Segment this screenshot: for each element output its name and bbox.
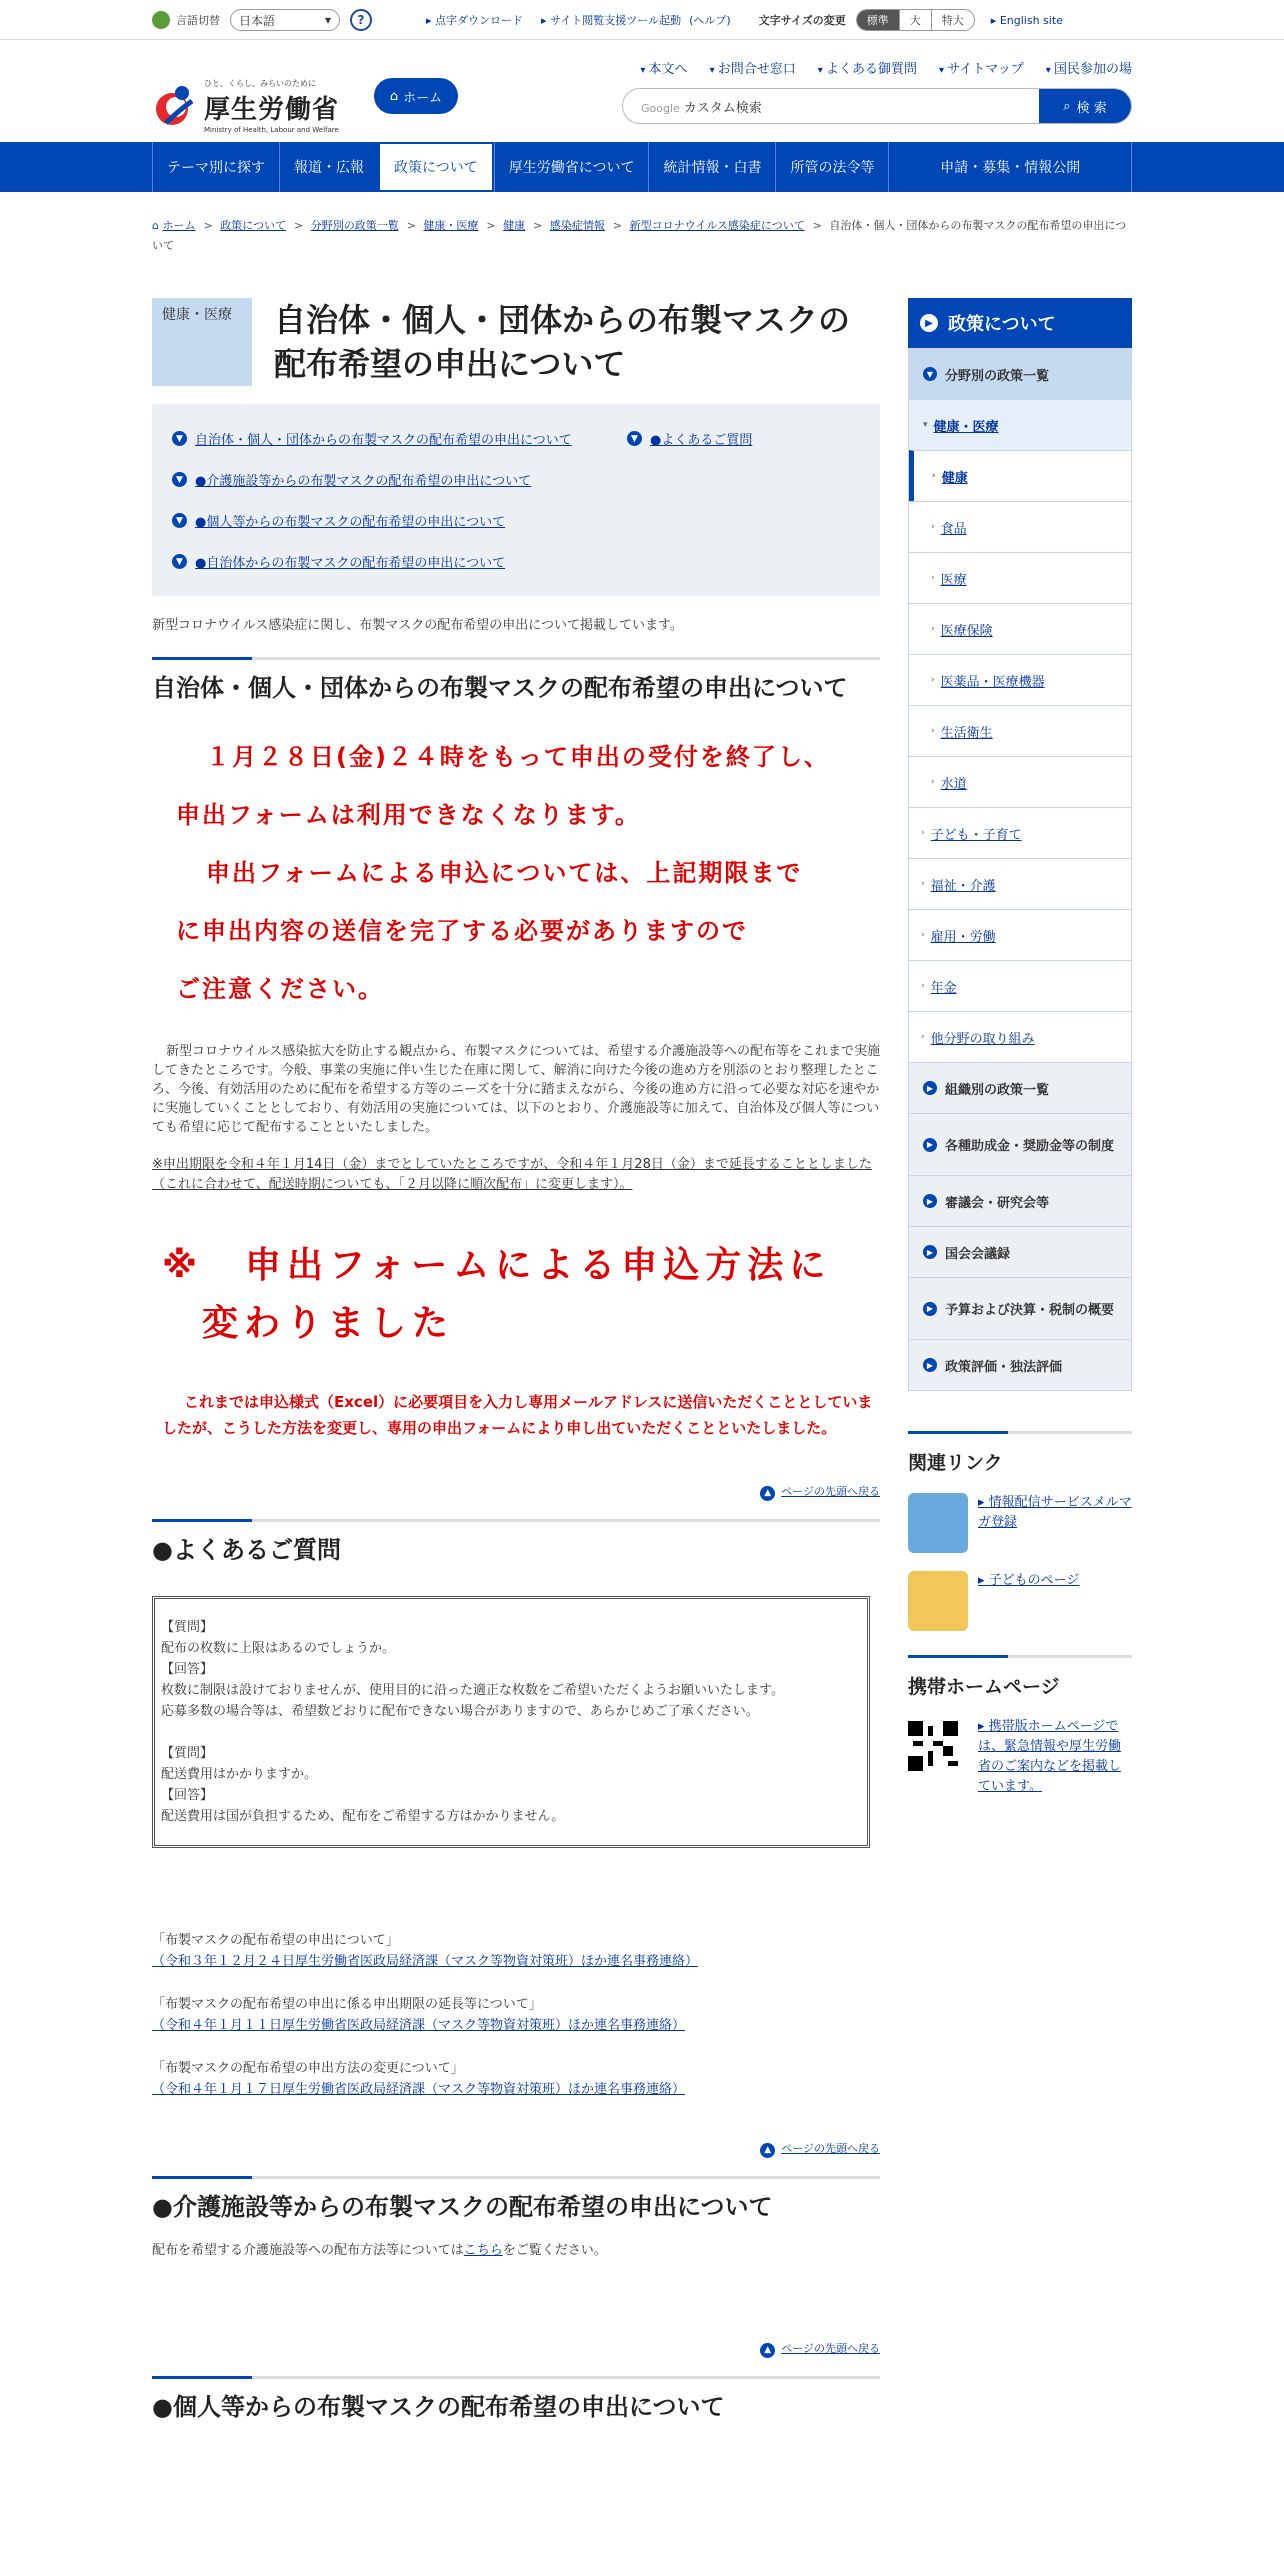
chevron-right-icon: ▶: [923, 1302, 937, 1316]
chevron-up-icon: ▲: [760, 1486, 775, 1501]
help-icon[interactable]: ?: [350, 9, 372, 31]
section-heading: ●よくあるご質問: [152, 1519, 880, 1566]
sidebar-item[interactable]: › 生活衛生: [909, 705, 1131, 756]
gnav-theme[interactable]: テーマ別に探す: [152, 142, 279, 192]
mail-magazine-icon[interactable]: [908, 1493, 968, 1553]
header-nav-item[interactable]: ▾ 本文へ: [640, 58, 687, 77]
breadcrumb-link[interactable]: 健康・医療: [423, 219, 479, 232]
intro-text: 新型コロナウイルス感染症に関し、布製マスクの配布希望の申出について掲載しています。: [152, 618, 683, 633]
related-link[interactable]: ▸ 情報配信サービスメルマガ登録: [978, 1493, 1132, 1553]
main-content: [152, 298, 880, 2423]
header-nav-item[interactable]: ▾ 国民参加の場: [1046, 58, 1132, 77]
search-input[interactable]: Google カスタム検索: [641, 100, 762, 116]
chevron-right-icon: ▶: [920, 314, 938, 332]
chevron-down-icon: ▼: [923, 367, 937, 381]
chevron-right-icon: ▶: [923, 1194, 937, 1208]
section-heading: ●介護施設等からの布製マスクの配布希望の申出について: [152, 2176, 880, 2223]
method-change-text: これまでは申込様式（Excel）に必要項目を入力し専用メールアドレスに送信いただくこととしていましたが、こうした方法を変更し、専用の申出フォームにより申し出ていただくことといたしました。: [162, 1393, 873, 1437]
notice-link[interactable]: （令和３年１２月２４日厚生労働省医政局経済課（マスク等物資対策班）ほか連名事務連絡）: [152, 1954, 699, 1969]
fontsize-standard-button[interactable]: 標準: [857, 10, 899, 30]
back-to-top-link[interactable]: ページの先頭へ戻る: [781, 1485, 880, 1498]
toc-link[interactable]: ●個人等からの布製マスクの配布希望の申出について: [195, 515, 506, 530]
page-toc: [152, 404, 880, 596]
chevron-right-icon: ▶: [923, 1138, 937, 1152]
section-heading: ●個人等からの布製マスクの配布希望の申出について: [152, 2376, 880, 2423]
sidebar-item[interactable]: › 年金: [909, 960, 1131, 1011]
chevron-right-icon: ▶: [923, 1358, 937, 1372]
header-nav-item[interactable]: ▾ サイトマップ: [939, 58, 1024, 77]
toc-link[interactable]: ●自治体からの布製マスクの配布希望の申出について: [195, 556, 506, 571]
sidebar-item[interactable]: › 医療保険: [909, 603, 1131, 654]
breadcrumb-link[interactable]: 政策について: [220, 219, 286, 232]
sidebar-header[interactable]: ▶ 政策について: [908, 298, 1132, 348]
sidebar-item[interactable]: › 雇用・労働: [909, 909, 1131, 960]
header-nav-item[interactable]: ▾ お問合せ窓口: [710, 58, 796, 77]
mobile-homepage-title: 携帯ホームページ: [908, 1676, 1060, 1698]
sidebar-item[interactable]: › 子ども・子育て: [909, 807, 1131, 858]
chevron-right-icon: ›: [921, 981, 925, 991]
back-to-top-link[interactable]: ページの先頭へ戻る: [781, 2142, 880, 2155]
sidebar-item[interactable]: › 医薬品・医療機器: [909, 654, 1131, 705]
qr-code-icon: [908, 1721, 958, 1771]
chevron-up-icon: ▲: [760, 2143, 775, 2158]
chevron-right-icon: ›: [932, 471, 936, 481]
section-heading: 自治体・個人・団体からの布製マスクの配布希望の申出について: [152, 657, 880, 704]
breadcrumb-link[interactable]: 健康: [503, 219, 526, 232]
category-badge: 健康・医療: [152, 298, 252, 386]
kaigo-text: 配布を希望する介護施設等への配布方法等についてはこちらをご覧ください。: [152, 2243, 607, 2258]
page-title: 自治体・個人・団体からの布製マスクの配布希望の申出について: [274, 301, 851, 383]
chevron-right-icon: ›: [931, 726, 935, 736]
back-to-top: [152, 2140, 880, 2158]
chevron-right-icon: ›: [931, 675, 935, 685]
english-site-link[interactable]: ▸ English site: [991, 14, 1063, 27]
chevron-right-icon: ›: [921, 879, 925, 889]
search-box: [622, 88, 1132, 124]
logo-name: 厚生労働省: [204, 95, 340, 125]
sidebar-item[interactable]: › 福祉・介護: [909, 858, 1131, 909]
faq-box: 【質問】 配布の枚数に上限はあるのでしょうか。 【回答】 枚数に制限は設けておりませんが、使用目的に沿った適正な枚数をご希望いただくようお願いいたします。 応募多数の場合等は、希望数どおりに配布できない場合がありますので、あらかじめご了承ください。 【質問】 配送費用はかかりますか。 【回答】 配送費用は国が負担するため、配布をご希望する方はかかりません。: [152, 1596, 870, 1848]
sidebar-item-current[interactable]: › 健康: [909, 450, 1131, 501]
sidebar-group[interactable]: ▶ 各種助成金・奨励金等の制度: [909, 1113, 1131, 1175]
header-nav: [618, 58, 1132, 77]
related-notices: 「布製マスクの配布希望の申出について」 （令和３年１２月２４日厚生労働省医政局経済課（マスク等物資対策班）ほか連名事務連絡） 「布製マスクの配布希望の申出に係る申出期限の延長等について」 （令和４年１月１１日厚生労働省医政局経済課（マスク等物資対策班）ほか連名事務連絡） 「布製マスクの配布希望の申出方法の変更について」 （令和４年１月１７日厚生労働省医政局経済課（マスク等物資対策班）ほか連名事務連絡）: [152, 1933, 699, 2097]
chevron-down-icon: ▼: [627, 431, 642, 446]
chevron-right-icon: ›: [931, 573, 935, 583]
chevron-down-icon: ▼: [172, 554, 187, 569]
sidebar-list: [908, 348, 1132, 1391]
chevron-right-icon: ›: [921, 828, 925, 838]
method-change-heading: ※ 申出フォームによる申込方法に 変わりました: [162, 1245, 832, 1344]
global-nav: [0, 142, 1284, 192]
fontsize-xlarge-button[interactable]: 特大: [931, 10, 974, 30]
body-text: 新型コロナウイルス感染拡大を防止する観点から、布製マスクについては、希望する介護施設等への配布等をこれまで実施してきたところです。今般、事業の実施に伴い生じた在庫に関して、解消に向けた今後の進め方を別添のとおり整理したところ、今後、有効活用のために配布を希望する方等のニーズを十分に踏まえながら、今後の進め方に沿って必要な対応を速やかに実施していくこととしており、有効活用の実施については、以下のとおり、介護施設等に加えて、自治体及び個人等についても希望に応じて配布することといたしました。: [152, 1044, 880, 1135]
sidebar-group[interactable]: ▶ 政策評価・独法評価: [909, 1339, 1131, 1390]
kaigo-link[interactable]: こちら: [463, 2243, 503, 2258]
mobile-homepage-link[interactable]: ▸ 携帯版ホームページでは、緊急情報や厚生労働省のご案内などを掲載しています。: [978, 1717, 1132, 1797]
gnav-laws[interactable]: 所管の法令等: [775, 142, 888, 192]
chevron-down-icon: ▾: [923, 420, 928, 430]
breadcrumb: ⌂ ホーム > 政策について > 分野別の政策一覧 > 健康・医療 > 健康 > 感染症情報 > 新型コロナウイルス感染症について > 自治体・個人・団体からの布製マスクの配布希望の申出について: [152, 219, 1127, 252]
site-logo[interactable]: [152, 78, 339, 134]
chevron-down-icon: ▼: [172, 472, 187, 487]
chevron-down-icon: ▼: [172, 513, 187, 528]
breadcrumb-link[interactable]: 感染症情報: [549, 219, 605, 232]
fontsize-label: 文字サイズの変更: [758, 14, 846, 27]
sidebar-item[interactable]: › 他分野の取り組み: [909, 1011, 1131, 1062]
sidebar-group[interactable]: ▶ 審議会・研究会等: [909, 1175, 1131, 1226]
back-to-top: [152, 1483, 880, 1501]
chevron-down-icon: ▾: [324, 13, 331, 27]
globe-icon: [152, 11, 170, 29]
help-link[interactable]: (ヘルプ): [689, 14, 731, 27]
home-icon: ⌂: [152, 219, 159, 232]
sidebar: [908, 298, 1132, 1797]
site-header: [152, 40, 1132, 142]
breadcrumb-current: 自治体・個人・団体からの布製マスクの配布希望の申出について: [152, 219, 1127, 252]
gnav-apply[interactable]: 申請・募集・情報公開: [888, 142, 1132, 192]
toc-link[interactable]: ●介護施設等からの布製マスクの配布希望の申出について: [195, 474, 532, 489]
chevron-right-icon: ›: [931, 624, 935, 634]
sidebar-item[interactable]: › 食品: [909, 501, 1131, 552]
related-links-title: 関連リンク: [908, 1452, 1003, 1474]
kids-page-icon[interactable]: [908, 1571, 968, 1631]
chevron-right-icon: ›: [931, 522, 935, 532]
mobile-homepage: [908, 1655, 1132, 1797]
home-button[interactable]: ⌂ ホーム: [374, 78, 458, 114]
language-label: 言語切替: [176, 14, 220, 27]
toc-link[interactable]: ●よくあるご質問: [650, 433, 753, 448]
chevron-down-icon: ▼: [172, 431, 187, 446]
home-icon: ⌂: [389, 88, 399, 104]
sidebar-item[interactable]: › 水道: [909, 756, 1131, 807]
header-nav-item[interactable]: ▾ よくある御質問: [818, 58, 917, 77]
search-icon: ⌕: [1063, 98, 1071, 114]
fontsize-switch: [856, 9, 975, 31]
back-to-top-link[interactable]: ページの先頭へ戻る: [781, 2342, 880, 2355]
breadcrumb-link[interactable]: 新型コロナウイルス感染症について: [629, 219, 805, 232]
reading-support-link[interactable]: ▸ サイト閲覧支援ツール起動: [541, 12, 681, 28]
logo-tagline: ひと、くらし、みらいのために: [204, 79, 316, 88]
chevron-up-icon: ▲: [760, 2343, 775, 2358]
fontsize-large-button[interactable]: 大: [899, 10, 931, 30]
gnav-about[interactable]: 厚生労働省について: [494, 142, 649, 192]
sidebar-group[interactable]: ▶ 国会会議録: [909, 1226, 1131, 1277]
breadcrumb-link[interactable]: ホーム: [162, 219, 196, 232]
sidebar-item[interactable]: › 医療: [909, 552, 1131, 603]
deadline-notice: １月２８日(金)２４時をもって申出の受付を終了し、 申出フォームは利用できなくなります。 申出フォームによる申込については、上記期限まで に申出内容の送信を完了する必要がありますので ご注意ください。: [176, 743, 830, 1003]
sidebar-item[interactable]: ▾ 健康・医療: [909, 399, 1131, 450]
breadcrumb-link[interactable]: 分野別の政策一覧: [310, 219, 399, 232]
notice-link[interactable]: （令和４年１月１１日厚生労働省医政局経済課（マスク等物資対策班）ほか連名事務連絡）: [152, 2018, 686, 2033]
related-link[interactable]: ▸ 子どものページ: [978, 1571, 1079, 1631]
gnav-press[interactable]: 報道・広報: [279, 142, 378, 192]
chevron-right-icon: ▶: [923, 1081, 937, 1095]
chevron-right-icon: ▶: [923, 1245, 937, 1259]
related-links: [908, 1431, 1132, 1631]
logo-english: Ministry of Health, Labour and Welfare: [204, 126, 339, 134]
search-button[interactable]: ⌕ 検 索: [1039, 88, 1131, 124]
gnav-stats[interactable]: 統計情報・白書: [648, 142, 775, 192]
chevron-right-icon: ›: [931, 777, 935, 787]
extension-notice: ※申出期限を令和４年１月14日（金）までとしていたところですが、令和４年１月28日（金）まで延長することとしました（これに合わせて、配送時期についても、「２月以降に順次配布」に変更します）。: [152, 1157, 872, 1192]
chevron-right-icon: ›: [921, 930, 925, 940]
logo-mark-icon: [152, 83, 198, 129]
utility-bar: [0, 0, 1284, 40]
language-select[interactable]: 日本語 ▾: [230, 9, 340, 31]
notice-link[interactable]: （令和４年１月１７日厚生労働省医政局経済課（マスク等物資対策班）ほか連名事務連絡）: [152, 2082, 686, 2097]
sidebar-group[interactable]: ▶ 予算および決算・税制の概要: [909, 1277, 1131, 1339]
toc-link[interactable]: 自治体・個人・団体からの布製マスクの配布希望の申出について: [195, 433, 572, 448]
gnav-policy[interactable]: 政策について: [378, 142, 494, 192]
chevron-right-icon: ›: [921, 1032, 925, 1042]
sidebar-group[interactable]: ▶ 組織別の政策一覧: [909, 1062, 1131, 1113]
back-to-top: [152, 2340, 880, 2358]
braille-download-link[interactable]: ▸ 点字ダウンロード: [426, 12, 523, 28]
sidebar-item[interactable]: ▼ 分野別の政策一覧: [909, 348, 1131, 399]
